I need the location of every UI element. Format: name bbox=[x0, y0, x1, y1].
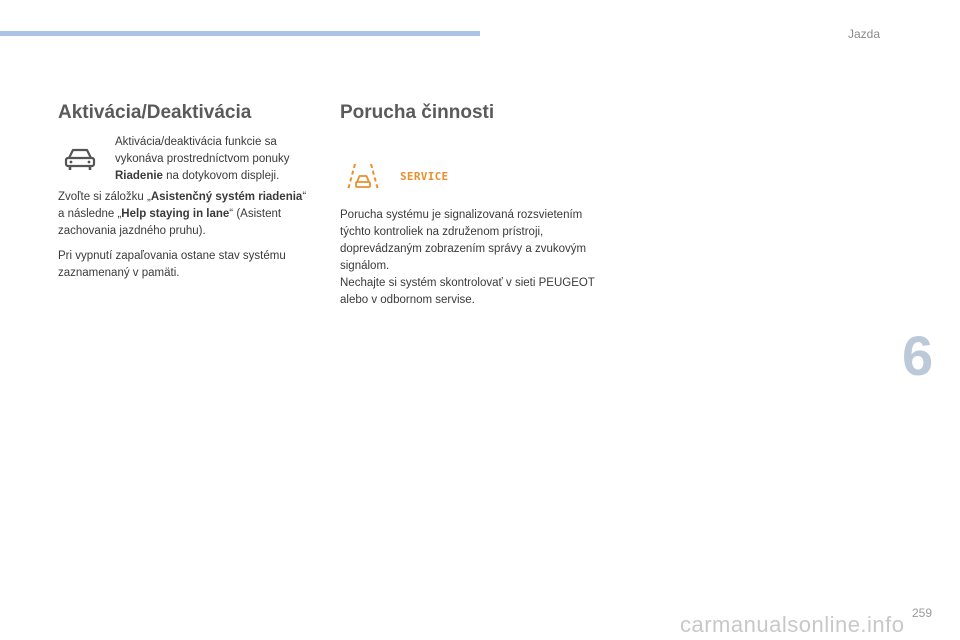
fault-description: Porucha systému je signalizovaná rozsvietením týchto kontroliek na združenom prístroji, doprevádzaným zobrazením správy a zvukovým signálom. Nechajte si systém skontrolovať v sieti PEUGEOT alebo v odbornom servise. bbox=[340, 209, 595, 306]
section-title-fault: Porucha činnosti bbox=[340, 102, 495, 123]
page-number: 259 bbox=[912, 606, 933, 620]
memory-text: Pri vypnutí zapaľovania ostane stav systému zaznamenaný v pamäti. bbox=[58, 250, 286, 279]
activation-intro-text: Aktivácia/deaktivácia funkcie sa vykonáva prostredníctvom ponuky Riadenie na dotykovom displeji. bbox=[115, 136, 290, 182]
lane-departure-warning-icon bbox=[345, 162, 381, 192]
service-warning-icon: SERVICE bbox=[400, 170, 449, 183]
activation-select-text: Zvoľte si záložku „Asistenčný systém riadenia“ a následne „Help staying in lane“ (Asistent zachovania jazdného pruhu). bbox=[58, 191, 307, 237]
watermark: carmanualsonline.info bbox=[680, 612, 905, 637]
top-accent-bar bbox=[0, 31, 480, 36]
chapter-number: 6 bbox=[902, 324, 934, 387]
car-icon bbox=[63, 146, 97, 172]
section-name: Jazda bbox=[848, 27, 881, 41]
section-title-activation: Aktivácia/Deaktivácia bbox=[58, 102, 252, 123]
